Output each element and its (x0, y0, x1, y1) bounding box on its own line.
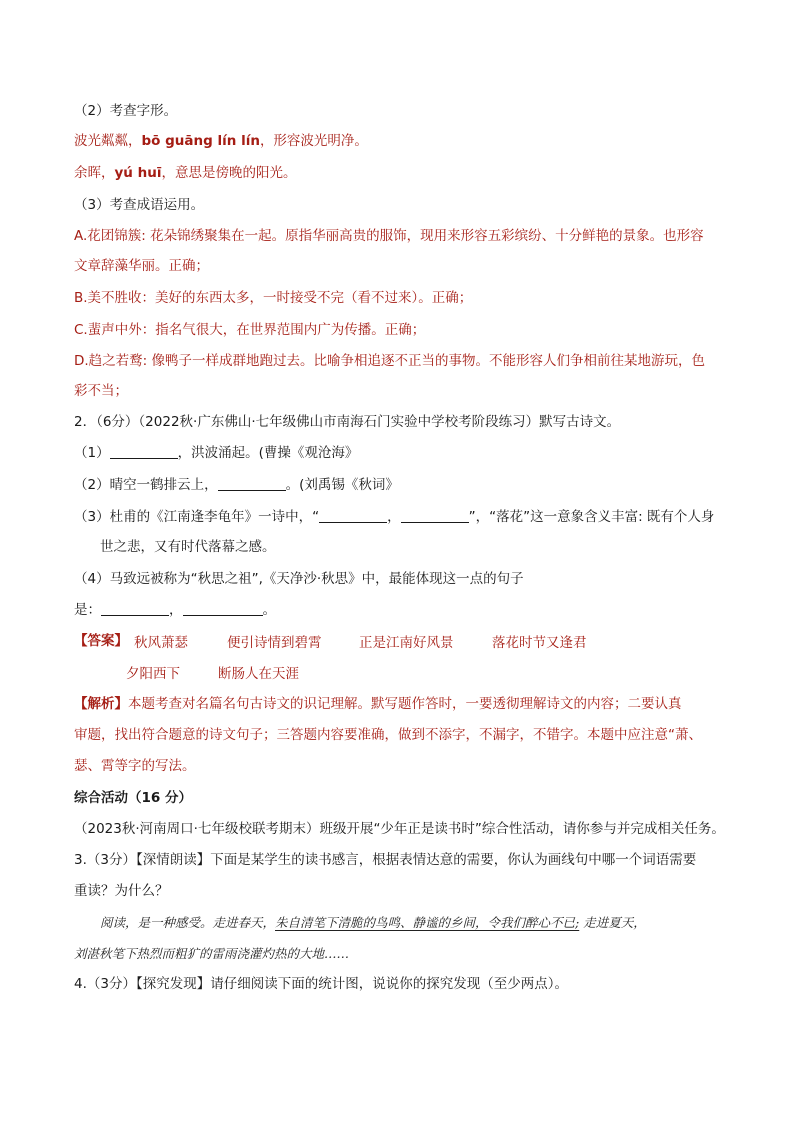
answer-blank[interactable] (218, 476, 286, 491)
q3-line1: 3.（3分）【深情朗读】下面是某学生的读书感言，根据表情达意的需要，你认为画线句中哪一个词语需要 (74, 852, 697, 868)
pinyin-yuhui: yú huī (114, 165, 162, 181)
answer-item: 断肠人在天涯 (218, 666, 299, 682)
q3-quote-line2: 刘湛秋笔下热烈而粗犷的雷雨浇灌灼热的大地…… (74, 946, 350, 961)
q1-part2-header: （2）考查字形。 (74, 103, 178, 119)
q2-item2: （2）晴空一鹤排云上， 。(刘禹锡《秋词》 (74, 477, 399, 493)
answer-blank[interactable] (319, 508, 387, 523)
q3-quote-line1: 阅读，是一种感受。走进春天，朱自清笔下清脆的鸟鸣、静谧的乡间，令我们醉心不已; 走进夏天， (100, 915, 646, 930)
q4-line1: 4.（3分）【探究发现】请仔细阅读下面的统计图，说说你的探究发现（至少两点）。 (74, 976, 568, 992)
section-intro: （2023秋·河南周口·七年级校联考期末）班级开展“少年正是读书时”综合性活动，请你参与并完成相关任务。 (74, 821, 725, 837)
q2-item1: （1） ，洪波涌起。(曹操《观沧海》 (74, 445, 359, 461)
q1-part2-line1: 波光粼粼，bō guāng lín lín，形容波光明净。 (74, 133, 368, 149)
q2-item4-line2: 是： ， 。 (74, 602, 276, 618)
analysis-line2: 审题，找出符合题意的诗文句子；三答题内容要准确，做到不添字，不漏字，不错字。本题中应注意“萧、 (74, 727, 702, 743)
q1-option-d-line1: D.趋之若鹜: 像鸭子一样成群地跑过去。比喻争相追逐不正当的事物。不能形容人们争相前往某地游玩，色 (74, 353, 706, 369)
q3-line2: 重读？为什么？ (74, 883, 169, 899)
answer-item: 秋风萧瑟 (134, 635, 188, 651)
q1-part3-header: （3）考查成语运用。 (74, 197, 205, 213)
answer-blank[interactable] (101, 601, 169, 616)
q2-item3-line2: 世之悲，又有时代落幕之感。 (100, 539, 276, 555)
answer-item: 落花时节又逢君 (492, 635, 587, 651)
q1-option-b: B.美不胜收：美好的东西太多，一时接受不完（看不过来）。正确； (74, 290, 473, 306)
q2-item4-line1: （4）马致远被称为“秋思之祖”,《天净沙·秋思》中，最能体现这一点的句子 (74, 571, 524, 587)
section-title: 综合活动（16 分） (74, 790, 192, 806)
q1-option-d-line2: 彩不当； (74, 383, 128, 399)
q2-item3-line1: （3）杜甫的《江南逢李龟年》一诗中，“ ， ”，“落花”这一意象含义丰富: 既有个人身 (74, 509, 715, 525)
answer-label: 【答案】 (74, 633, 128, 649)
answer-item: 便引诗情到碧霄 (227, 635, 322, 651)
q1-option-a-line2: 文章辞藻华丽。正确； (74, 258, 209, 274)
q2-title: 2．（6分）（2022秋·广东佛山·七年级佛山市南海石门实验中学校考阶段练习）默写古诗文。 (74, 414, 621, 430)
pinyin-linlin: bō guāng lín lín (141, 133, 260, 149)
analysis-label: 【解析】 (74, 696, 128, 712)
analysis-line1: 【解析】本题考查对名篇名句古诗文的识记理解。默写题作答时，一要透彻理解诗文的内容；二要认真 (74, 696, 682, 712)
answer-item: 正是江南好风景 (359, 635, 454, 651)
analysis-line3: 瑟、霄等字的写法。 (74, 758, 196, 774)
q1-option-c: C.蜚声中外：指名气很大，在世界范围内广为传播。正确； (74, 322, 426, 338)
q1-part2-line2: 余晖，yú huī，意思是傍晚的阳光。 (74, 165, 297, 181)
answer-blank[interactable] (110, 444, 178, 459)
q1-option-a-line1: A.花团锦簇: 花朵锦绣聚集在一起。原指华丽高贵的服饰，现用来形容五彩缤纷、十分鲜艳的景象。也形容 (74, 228, 704, 244)
answer-item: 夕阳西下 (126, 666, 180, 682)
answer-blank[interactable] (183, 601, 263, 616)
underlined-sentence: 朱自清笔下清脆的鸟鸣、静谧的乡间，令我们醉心不已; (275, 915, 580, 930)
answer-blank[interactable] (401, 508, 469, 523)
